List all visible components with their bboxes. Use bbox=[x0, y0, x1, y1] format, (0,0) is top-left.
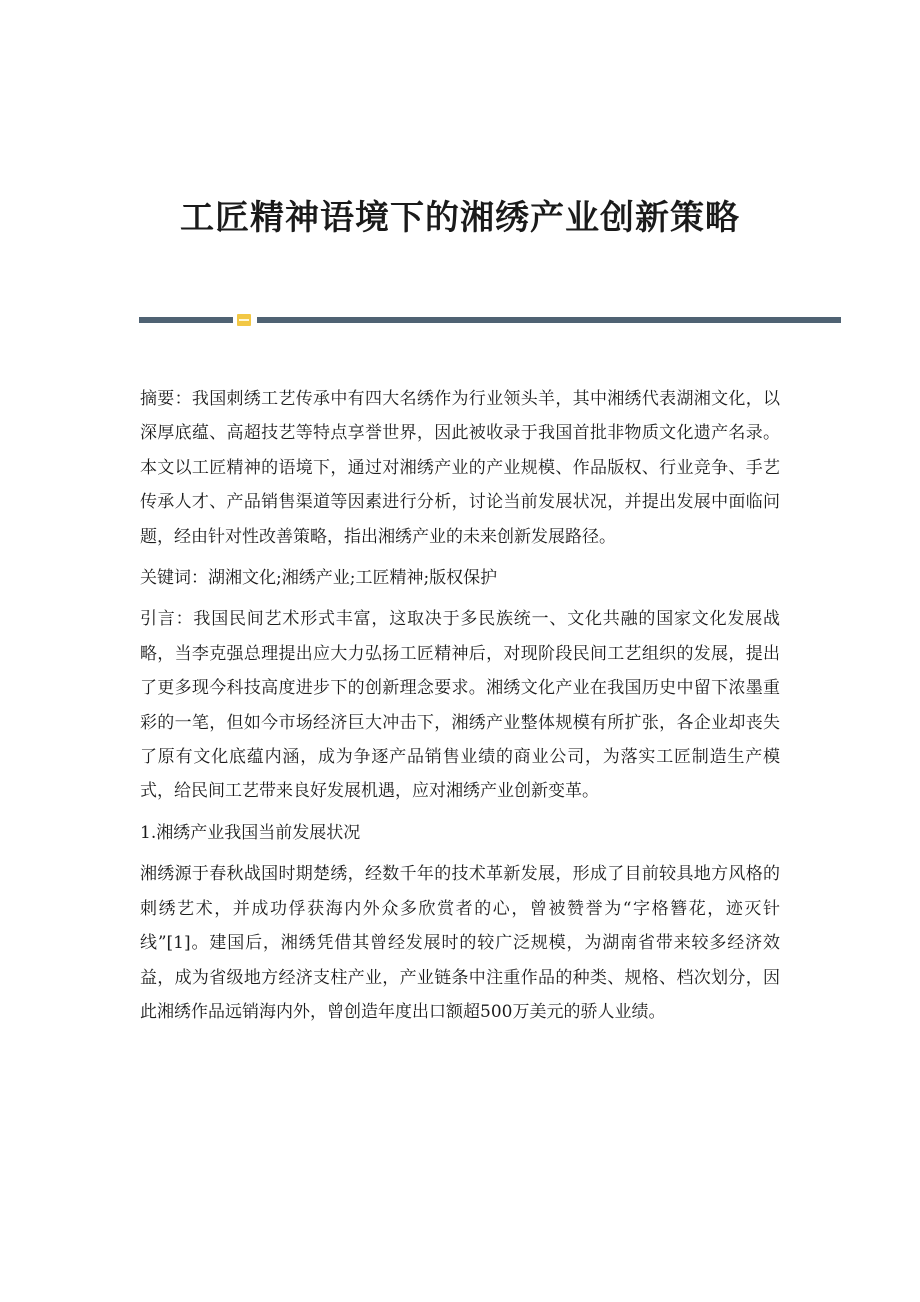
abstract-paragraph: 摘要：我国刺绣工艺传承中有四大名绣作为行业领头羊，其中湘绣代表湖湘文化，以深厚底蕴、高超技艺等特点享誉世界，因此被收录于我国首批非物质文化遗产名录。本文以工匠精神的语境下，通过对湘绣产业的产业规模、作品版权、行业竞争、手艺传承人才、产品销售渠道等因素进行分析，讨论当前发展状况，并提出发展中面临问题，经由针对性改善策略，指出湘绣产业的未来创新发展路径。 bbox=[140, 389, 780, 547]
title-divider bbox=[139, 314, 841, 326]
section-1-heading: 1.湘绣产业我国当前发展状况 bbox=[140, 822, 361, 843]
divider-bar-right bbox=[257, 317, 841, 323]
introduction-paragraph: 引言：我国民间艺术形式丰富，这取决于多民族统一、文化共融的国家文化发展战略，当李克强总理提出应大力弘扬工匠精神后，对现阶段民间工艺组织的发展，提出了更多现今科技高度进步下的创新理念要求。湘绣文化产业在我国历史中留下浓墨重彩的一笔，但如今市场经济巨大冲击下，湘绣产业整体规模有所扩张，各企业却丧失了原有文化底蕴内涵，成为争逐产品销售业绩的商业公司，为落实工匠制造生产模式，给民间工艺带来良好发展机遇，应对湘绣产业创新变革。 bbox=[140, 609, 780, 802]
divider-marker-icon bbox=[237, 314, 251, 326]
divider-bar-left bbox=[139, 317, 233, 323]
document-title: 工匠精神语境下的湘绣产业创新策略 bbox=[180, 198, 740, 238]
section-1-paragraph: 湘绣源于春秋战国时期楚绣，经数千年的技术革新发展，形成了目前较具地方风格的刺绣艺术，并成功俘获海内外众多欣赏者的心，曾被赞誉为“字格簪花，迹灭针线”[1]。建国后，湘绣凭借其曾经发展时的较广泛规模，为湖南省带来较多经济效益，成为省级地方经济支柱产业，产业链条中注重作品的种类、规格、档次划分，因此湘绣作品远销海内外，曾创造年度出口额超500万美元的骄人业绩。 bbox=[140, 864, 780, 1022]
document-body bbox=[140, 382, 780, 1036]
keywords-paragraph: 关键词：湖湘文化;湘绣产业;工匠精神;版权保护 bbox=[140, 568, 498, 589]
